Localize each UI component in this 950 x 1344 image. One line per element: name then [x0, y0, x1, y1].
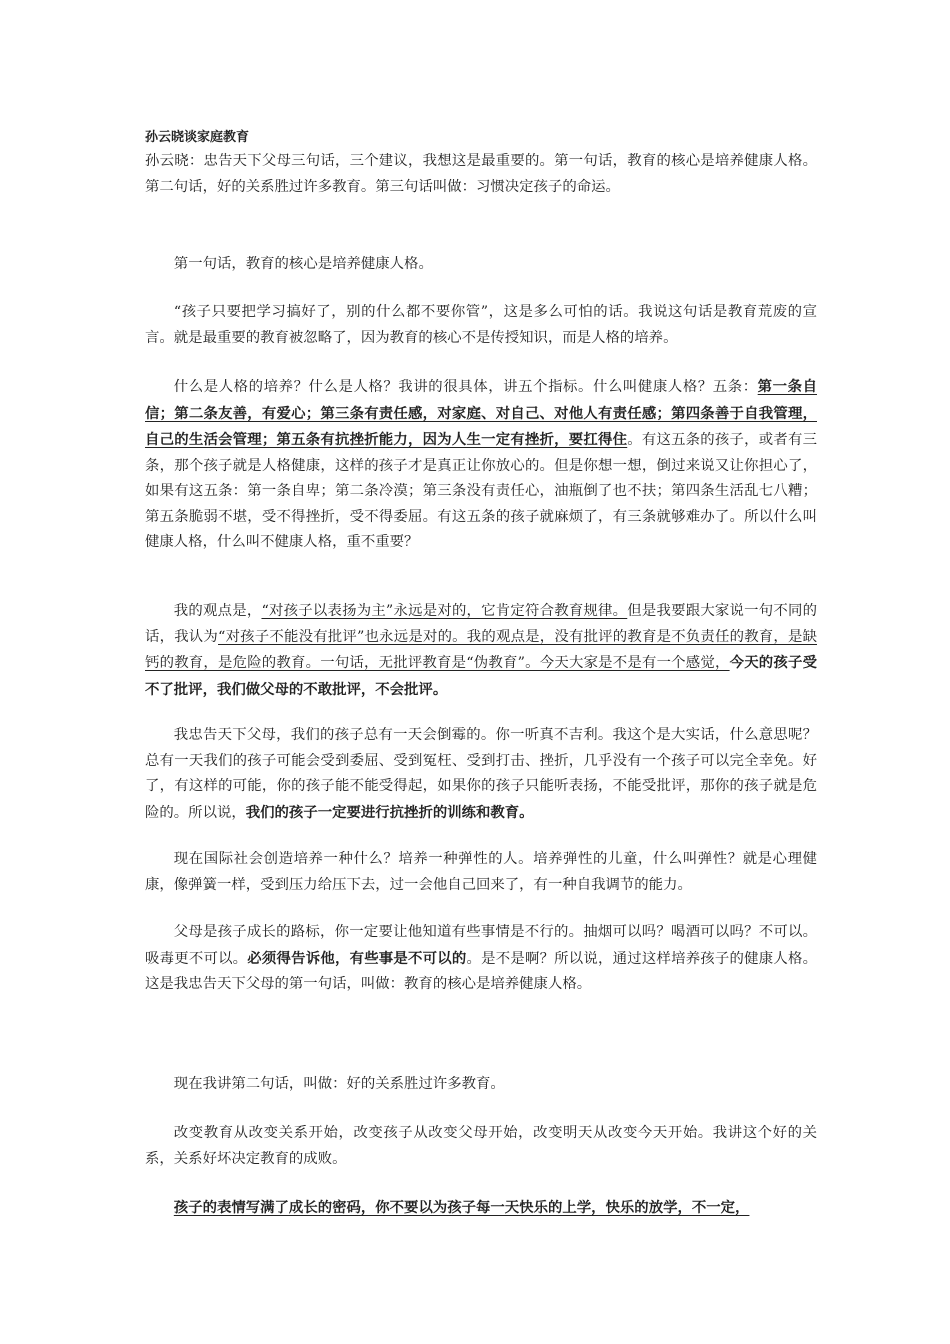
paragraph-2-five-traits: 第一条自信；第二条友善，有爱心；第三条有责任感，对家庭、对自己、对他人有责任感；第四条善于自我管理，自己的生活会管理；第五条有抗挫折能力，因为人生一定有挫折，要扛得住 [145, 378, 817, 448]
paragraph-6-b: 必须得告诉他，有些事是不可以的 [247, 949, 467, 967]
paragraph-5: 现在国际社会创造培养一种什么？培养一种弹性的人。培养弹性的儿童，什么叫弹性？就是心理健康，像弹簧一样，受到压力给压下去，过一会他自己回来了，有一种自我调节的能力。 [145, 851, 817, 893]
paragraph-1: “孩子只要把学习搞好了，别的什么都不要你管”，这是多么可怕的话。我说这句话是教育荒废的宣言。就是最重要的教育被忽略了，因为教育的核心不是传授知识，而是人格的培养。 [145, 304, 817, 346]
paragraph-6-a: 父母是孩子成长的路标，你一定要让他知道有些事情是不行的。抽烟可以吗？喝酒可以吗？不可以。吸毒更不可以。 [145, 924, 817, 967]
paragraph-4-b: 我们的孩子一定要进行抗挫折的训练和教育。 [245, 803, 534, 821]
paragraph-2 [145, 374, 817, 556]
paragraph-3-a: 我的观点是， [173, 603, 262, 619]
document-title: 孙云晓谈家庭教育 [145, 130, 250, 145]
paragraph-6-c: 。是不是啊？所以说，通过这样培养孩子的健康人格。这是我忠告天下父母的第一句话，叫做：教育的核心是培养健康人格。 [145, 950, 817, 992]
paragraph-7: 改变教育从改变关系开始，改变孩子从改变父母开始，改变明天从改变今天开始。我讲这个好的关系，关系好坏决定教育的成败。 [145, 1125, 817, 1167]
paragraph-3-b: “对孩子以表扬为主”永远是对的，它肯定符合教育规律。 [261, 603, 628, 619]
paragraph-3-c: 但是我要跟大家说一句不同的话，我认为 [145, 603, 817, 645]
heading-second-point: 现在我讲第二句话，叫做：好的关系胜过许多教育。 [173, 1076, 505, 1092]
paragraph-2-rest: 。有这五条的孩子，或者有三条，那个孩子就是人格健康，这样的孩子才是真正让你放心的。但是你想一想，倒过来说又让你担心了，如果有这五条：第一条自卑；第二条冷漠；第三条没有责任心，油瓶倒了也不扶；第四条生活乱七八糟；第五条脆弱不堪，受不得挫折，受不得委屈。有这五条的孩子就麻烦了，有三条就够难办了。所以什么叫健康人格，什么叫不健康人格，重不重要？ [145, 432, 817, 550]
paragraph-3 [145, 599, 817, 703]
paragraph-3-d: “对孩子不能没有批评”也永远是对的。我的观点是，没有批评的教育是不负责任的教育，是缺钙的教育，是危险的教育。一句话，无批评教育是“伪教育”。今天大家是不是有一个感觉， [145, 628, 817, 671]
paragraph-4 [145, 723, 817, 826]
paragraph-8-text: 孩子的表情写满了成长的密码，你不要以为孩子每一天快乐的上学，快乐的放学，不一定， [173, 1199, 750, 1216]
paragraph-2-lead: 什么是人格的培养？什么是人格？我讲的很具体，讲五个指标。什么叫健康人格？五条： [173, 379, 758, 395]
intro-paragraph: 孙云晓：忠告天下父母三句话，三个建议，我想这是最重要的。第一句话，教育的核心是培养健康人格。第二句话，好的关系胜过许多教育。第三句话叫做：习惯决定孩子的命运。 [145, 153, 817, 195]
paragraph-3-e: 今天的孩子受不了批评，我们做父母的不敢批评，不会批评。 [145, 654, 817, 698]
paragraph-4-a: 我忠告天下父母，我们的孩子总有一天会倒霉的。你一听真不吉利。我这个是大实话，什么意思呢？总有一天我们的孩子可能会受到委屈、受到冤枉、受到打击、挫折，几乎没有一个孩子可以完全幸免。好了，有这样的可能，你的孩子能不能受得起，如果你的孩子只能听表扬，不能受批评，那你的孩子就是危险的。所以说， [145, 727, 817, 821]
heading-first-point: 第一句话，教育的核心是培养健康人格。 [173, 256, 433, 272]
paragraph-6 [145, 920, 817, 998]
paragraph-8 [145, 1195, 817, 1222]
